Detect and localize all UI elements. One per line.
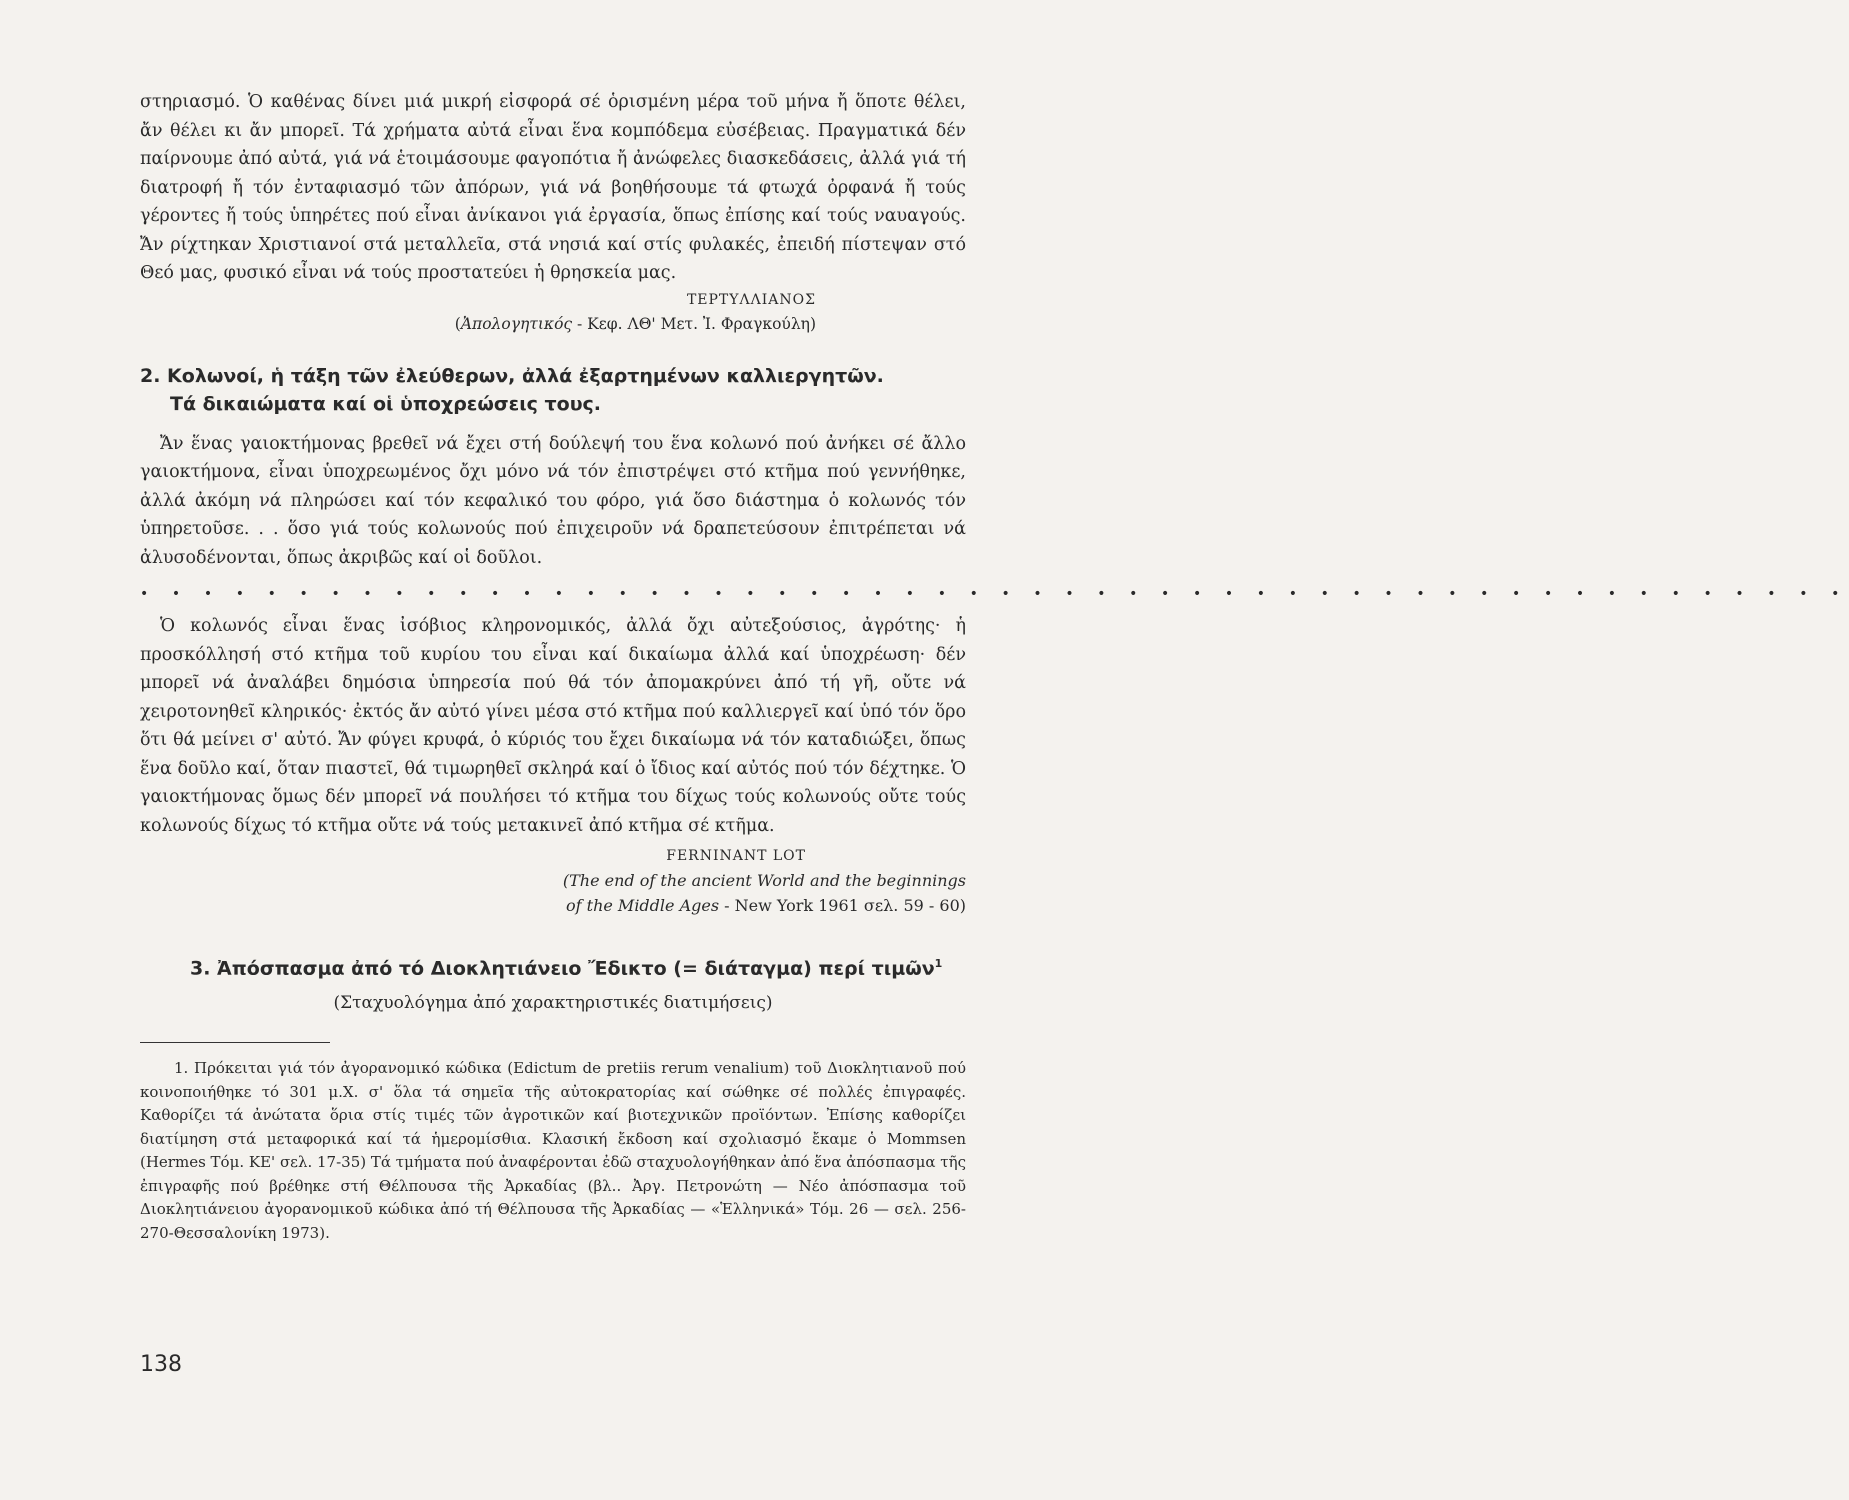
colonate-paragraph-2: Ὁ κολωνός εἶναι ἕνας ἰσόβιος κληρονομικός, ἀλλά ὄχι αὐτεξούσιος, ἀγρότης· ἡ προσκόλλησή στό κτῆμα τοῦ κυρίου του εἶναι καί δικαίωμα ἀλλά καί ὑποχρέωση· δέν μπορεῖ νά ἀναλάβει δημόσια ὑπηρεσία πού θά τόν ἀπομακρύνει ἀπό τή γῆ, οὔτε νά χειροτονηθεῖ κληρικός· ἐκτός ἄν αὐτό γίνει μέσα στό κτῆμα πού καλλιεργεῖ καί ὑπό τόν ὅρο ὅτι θά μείνει σ' αὐτό. Ἄν φύγει κρυφά, ὁ κύριός του ἔχει δικαίωμα νά τόν καταδιώξει, ὅπως ἕνα δοῦλο καί, ὅταν πιαστεῖ, θά τιμωρηθεῖ σκληρά καί ὁ ἴδιος καί αὐτός πού τόν δέχτηκε. Ὁ γαιοκτήμονας ὅμως δέν μπορεῖ νά πουλήσει τό κτῆμα του δίχως τούς κολωνούς οὔτε τούς κολωνούς δίχως τό κτῆμα οὔτε νά τούς μετακινεῖ ἀπό κτῆμα σέ κτῆμα. (140, 616, 966, 836)
ellipsis-divider: • • • • • • • • • • • • • • • • • • • • • • • • • • • • • • • • • • • • • • • • • • • • • • • • • • • • • • (140, 586, 1849, 602)
lot-author: FERNINANT LOT (666, 848, 806, 864)
footnote-rule (140, 1042, 330, 1043)
page-content (140, 88, 1849, 1245)
section-2-heading-line2: Τά δικαιώματα καί οἱ ὑποχρεώσεις τους. (170, 392, 602, 415)
lot-citation-title: of the Middle Ages (566, 896, 720, 915)
tertullian-citation (140, 312, 966, 336)
lot-citation-rest: - New York 1961 σελ. 59 - 60) (719, 896, 966, 915)
citation-rest: - Κεφ. ΛΘ' Μετ. Ἰ. Φραγκούλη) (572, 314, 816, 333)
lot-citation-line2 (140, 893, 966, 918)
section-2-heading (140, 362, 966, 418)
footnote-text: 1. Πρόκειται γιά τόν ἀγορανομικό κώδικα (Edictum de pretiis rerum venalium) τοῦ Διοκλητιανοῦ πού κοινοποιήθηκε τό 301 μ.Χ. σ' ὅλα τά σημεῖα τῆς αὐτοκρατορίας καί σώθηκε σέ πολλές ἐπιγραφές. Καθορίζει τά ἀνώτατα ὅρια στίς τιμές τῶν ἀγροτικῶν καί βιοτεχνικῶν προϊόντων. Ἐπίσης καθορίζει διατίμηση στά μεταφορικά καί τά ἡμερομίσθια. Κλασική ἔκδοση καί σχολιασμό ἔκαμε ὁ Mommsen (Hermes Τόμ. ΚΕ' σελ. 17-35) Τά τμήματα πού ἀναφέρονται ἐδῶ σταχυολογήθηκαν ἀπό ἕνα ἀπόσπασμα τῆς ἐπιγραφῆς πού βρέθηκε στή Θέλπουσα τῆς Ἀρκαδίας (βλ.. Ἀργ. Πετρονώτη — Νέο ἀπόσπασμα τοῦ Διοκλητιάνειου ἀγορανομικοῦ κώδικα ἀπό τή Θέλπουσα τῆς Ἀρκαδίας — «Ἑλληνικά» Τόμ. 26 — σελ. 256-270-Θεσσαλονίκη 1973). (140, 1059, 966, 1242)
section-3-subtitle: (Σταχυολόγημα ἀπό χαρακτηριστικές διατιμήσεις) (333, 993, 773, 1014)
page-number: 138 (140, 1352, 182, 1377)
colonate-paragraph-1: Ἄν ἕνας γαιοκτήμονας βρεθεῖ νά ἔχει στή δούλεψή του ἕνα κολωνό πού ἀνήκει σέ ἄλλο γαιοκτήμονα, εἶναι ὑποχρεωμένος ὄχι μόνο νά τόν ἐπιστρέψει στό κτῆμα πού γεννήθηκε, ἀλλά ἀκόμη νά πληρώσει καί τόν κεφαλικό του φόρο, γιά ὅσο διάστημα ὁ κολωνός τόν ὑπηρετοῦσε. . . ὅσο γιά τούς κολωνούς πού ἐπιχειροῦν νά δραπετεύσουν ἐπιτρέπεται νά ἀλυσοδένονται, ὅπως ἀκριβῶς καί οἱ δοῦλοι. (140, 433, 966, 568)
tertullian-quote-paragraph: στηριασμό. Ὁ καθένας δίνει μιά μικρή εἰσφορά σέ ὁρισμένη μέρα τοῦ μήνα ἤ ὅποτε θέλει, ἄν θέλει κι ἄν μπορεῖ. Τά χρήματα αὐτά εἶναι ἕνα κομπόδεμα εὐσέβειας. Πραγματικά δέν παίρνουμε ἀπό αὐτά, γιά νά ἑτοιμάσουμε φαγοπότια ἤ ἀνώφελες διασκεδάσεις, ἀλλά γιά τή διατροφή ἤ τόν ἐνταφιασμό τῶν ἀπόρων, γιά νά βοηθήσουμε τά φτωχά ὀρφανά ἤ τούς γέροντες ἤ τούς ὑπηρέτες πού εἶναι ἀνίκανοι γιά ἐργασία, ὅπως ἐπίσης καί τούς ναυαγούς. Ἄν ρίχτηκαν Χριστιανοί στά μεταλλεῖα, στά νησιά καί στίς φυλακές, ἐπειδή πίστεψαν στό Θεό μας, φυσικό εἶναι νά τούς προστατεύει ἡ θρησκεία μας. (140, 92, 966, 283)
citation-open: ( (454, 314, 461, 333)
lot-citation-line1: (The end of the ancient World and the beginnings (562, 871, 966, 890)
footnote-marker: 1 (934, 957, 943, 970)
tertullian-author: ΤΕΡΤΥΛΛΙΑΝΟΣ (686, 291, 816, 308)
section-2-heading-line1: 2. Κολωνοί, ἡ τάξη τῶν ἐλεύθερων, ἀλλά ἐξαρτημένων καλλιεργητῶν. (140, 364, 884, 387)
section-3-heading (140, 950, 966, 982)
citation-work: Ἀπολογητικός (460, 314, 573, 333)
section-3-heading-text: 3. Ἀπόσπασμα ἀπό τό Διοκλητιάνειο Ἔδικτο (= διάταγμα) περί τιμῶν (190, 957, 935, 980)
